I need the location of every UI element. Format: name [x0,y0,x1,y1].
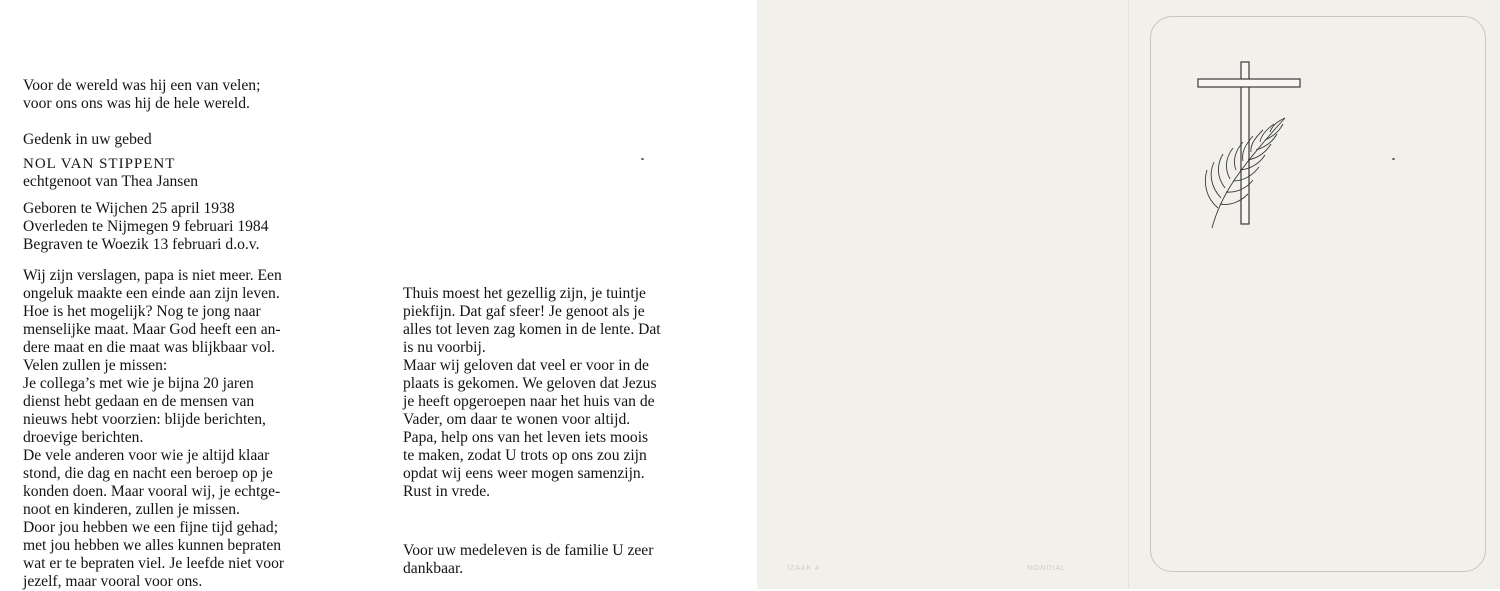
eulogy-right-column: Thuis moest het gezellig zijn, je tuintje piekfijn. Dat gaf sfeer! Je genoot als je alles tot leven zag komen in de lente. Dat is nu voorbij. Maar wij geloven dat veel er voor in de plaats is gekomen. We geloven dat Jezus je heeft opgeroepen naar het huis van de Vader, om daar te wonen voor altijd. Papa, help ons van het leven iets moois te maken, zodat U trots op ons zou zijn opdat wij eens weer mogen samenzijn. Rust in vrede. [403,285,661,500]
footer-code: IZAAK 4 [787,565,821,572]
printer-mark: MONDIAL [1027,565,1066,572]
paper-speck [641,158,644,160]
remember-line: Gedenk in uw gebed [23,131,152,148]
thanks-note: Voor uw medeleven is de familie U zeer dankbaar. [403,542,654,577]
life-dates: Geboren te Wijchen 25 april 1938 Overleden te Nijmegen 9 februari 1984 Begraven te Woezik 13 februari d.o.v. [23,200,269,253]
eulogy-left-column: Wij zijn verslagen, papa is niet meer. Een ongeluk maakte een einde aan zijn leven. Hoe is het mogelijk? Nog te jong naar menselijke maat. Maar God heeft een an- dere maat en die maat was blijkbaar vol. Velen zullen je missen: Je collega’s met wie je bijna 20 jaren dienst hebt gedaan en de mensen van nieuws hebt voorzien: blijde berichten, droevige berichten. De vele anderen voor wie je altijd klaar stond, die dag en nacht een beroep op je konden doen. Maar vooral wij, je echtge- noot en kinderen, zullen je missen. Door jou hebben we een fijne tijd gehad; met jou hebben we alles kunnen bepraten wat er te bepraten viel. Je leefde niet voor jezelf, maar vooral voor ons. [23,267,285,590]
spouse-line: echtgenoot van Thea Jansen [23,173,199,190]
fold-line [1128,0,1129,589]
motto: Voor de wereld was hij een van velen; voor ons ons was hij de hele wereld. [23,77,261,112]
paper-speck [1392,158,1395,160]
cross-with-palm-icon [1190,58,1305,233]
deceased-name: NOL VAN STIPPENT [23,156,176,172]
